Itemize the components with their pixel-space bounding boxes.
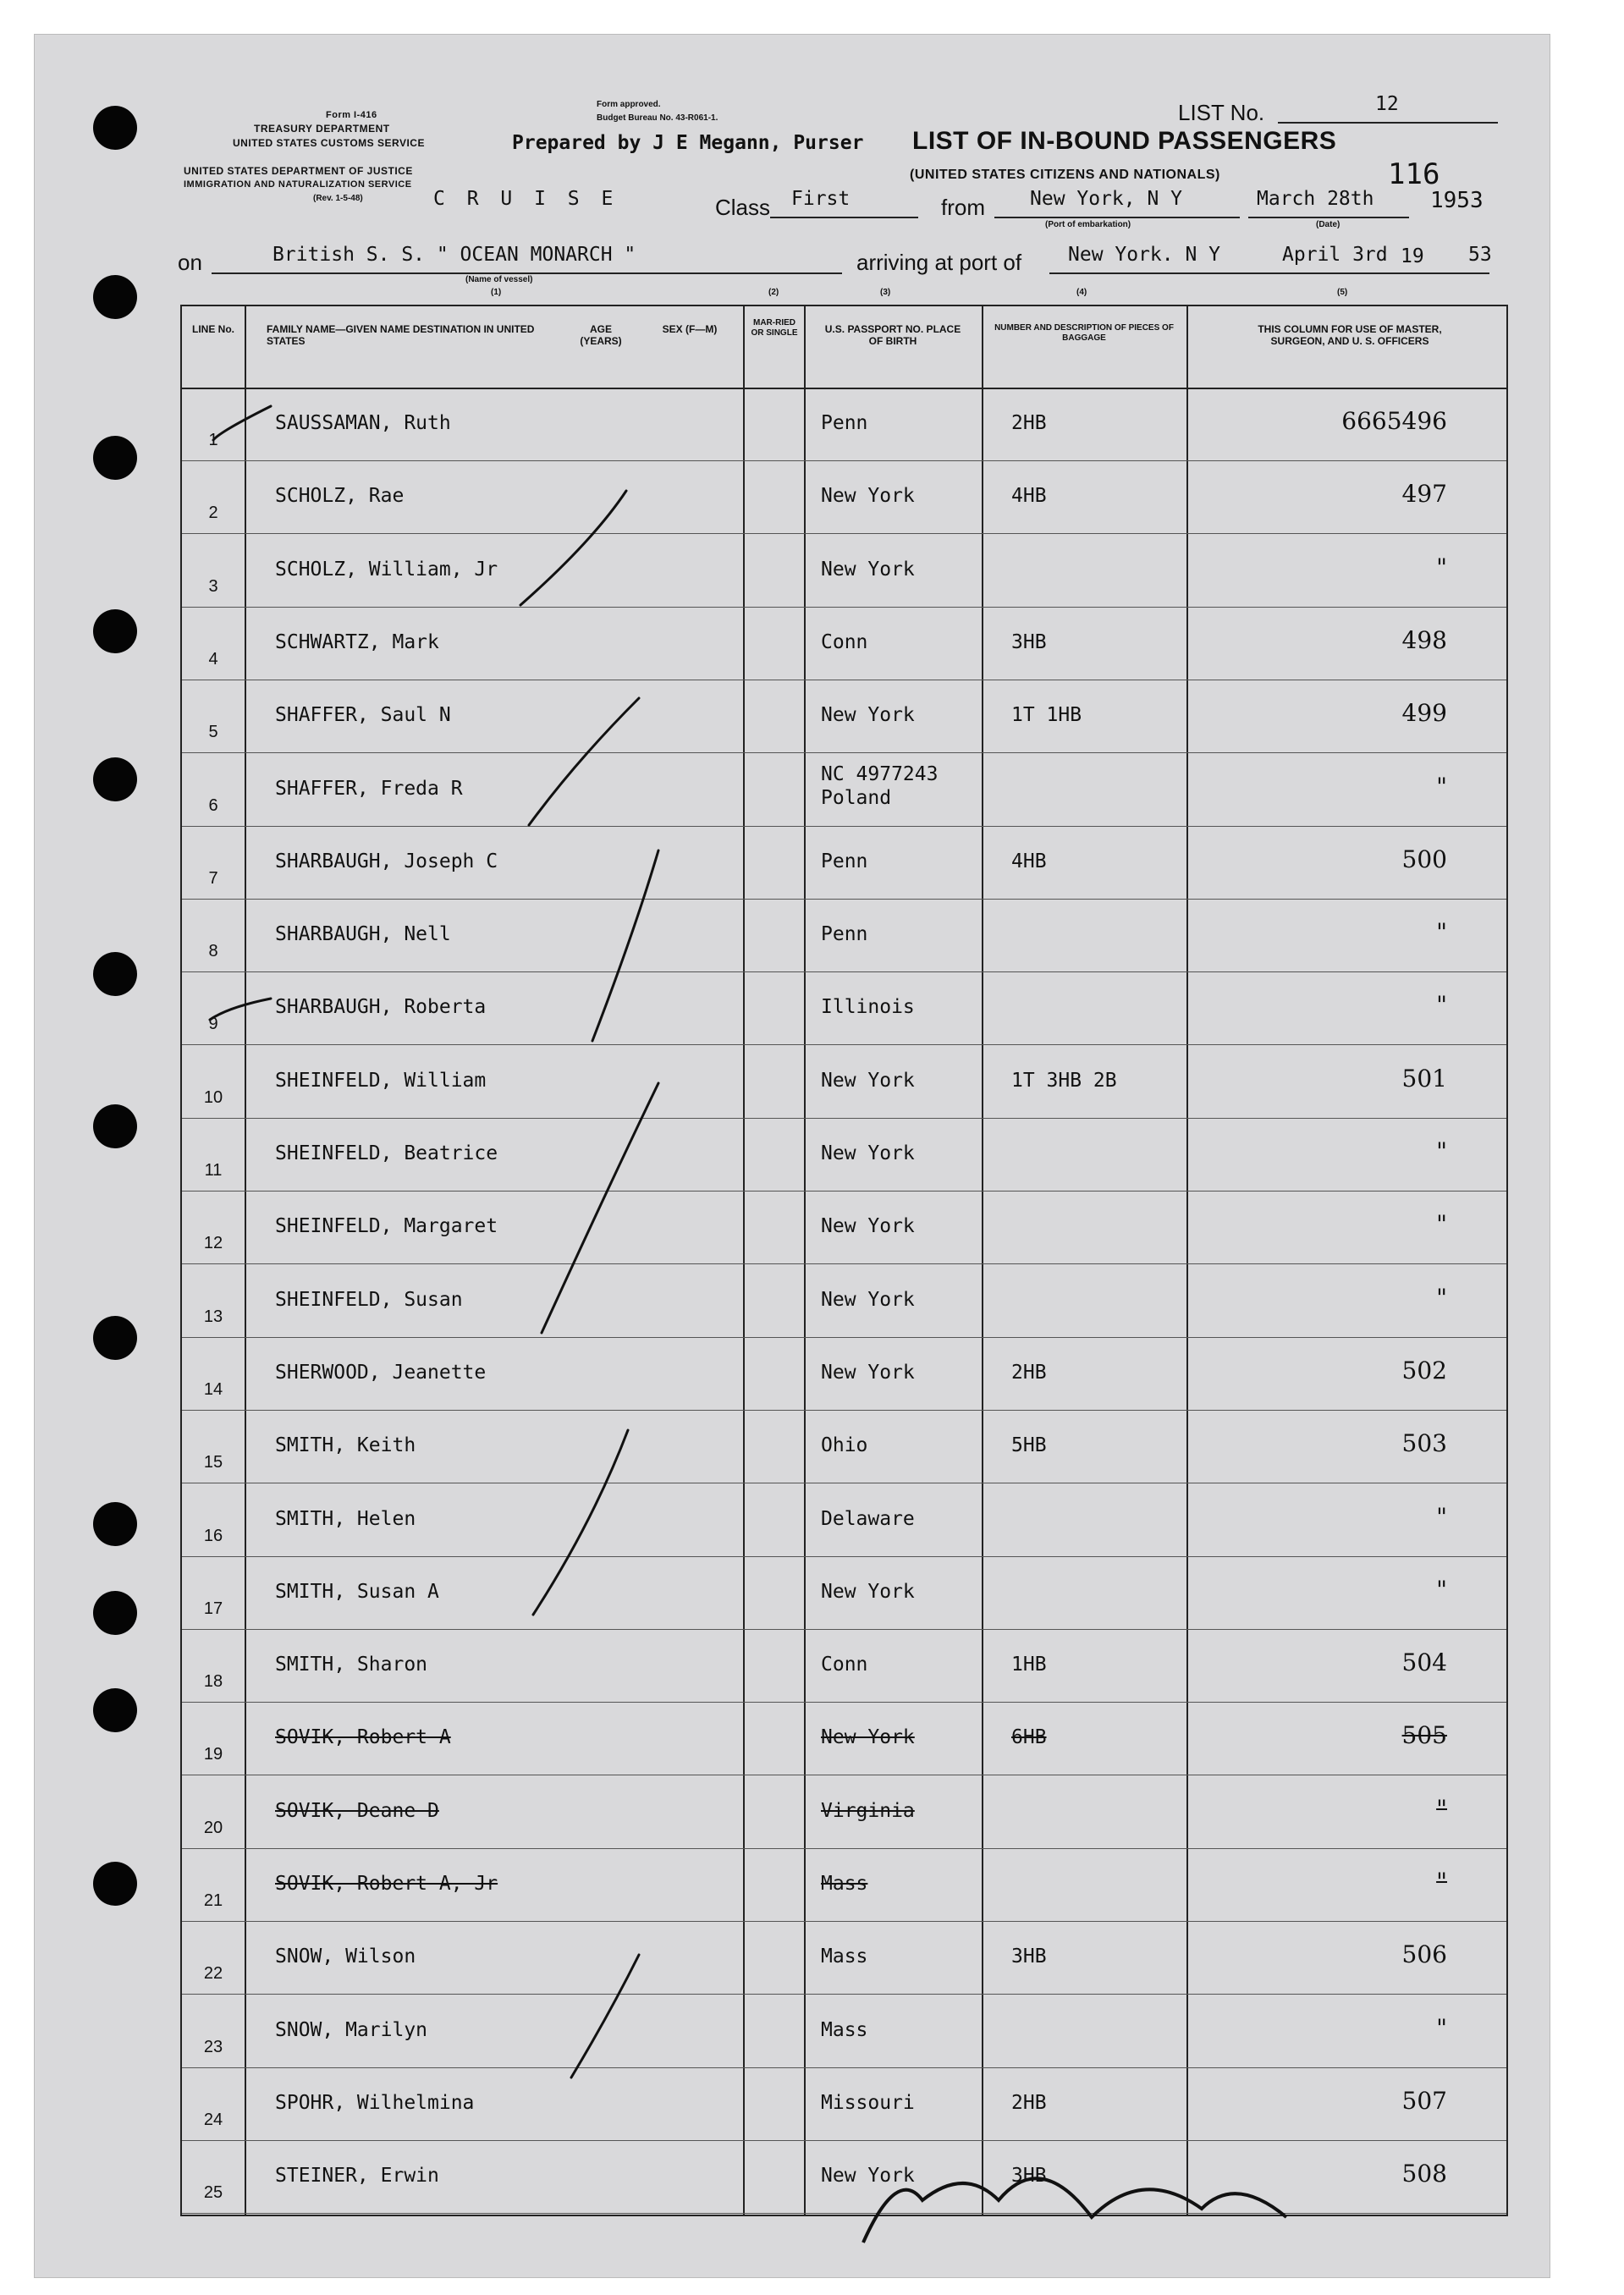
place-of-birth: NC 4977243 Poland xyxy=(821,762,939,809)
officer-entry: 6665496 xyxy=(1341,407,1447,435)
place-of-birth: Mass xyxy=(821,1873,868,1895)
place-of-birth: New York xyxy=(821,1069,915,1092)
place-of-birth: Ohio xyxy=(821,1434,868,1457)
line-number: 10 xyxy=(203,1087,223,1107)
officer-entry: " xyxy=(1436,1502,1447,1531)
col-num-2: (2) xyxy=(768,288,779,297)
line-number: 18 xyxy=(203,1672,223,1692)
passenger-name: SNOW, Wilson xyxy=(275,1946,416,1968)
manifest-title: LIST OF IN-BOUND PASSENGERS xyxy=(912,127,1337,155)
manifest-subtitle: (UNITED STATES CITIZENS AND NATIONALS) xyxy=(910,168,1220,182)
col-header-age: AGE (YEARS) xyxy=(580,323,622,347)
place-of-birth: New York xyxy=(821,1361,915,1384)
pen-mark xyxy=(529,698,639,825)
arriving-label: arriving at port of xyxy=(856,250,1022,275)
officer-entry: 505 xyxy=(1401,1721,1447,1750)
pen-mark xyxy=(571,1955,639,2078)
arrival-port: New York. N Y xyxy=(1068,244,1221,266)
line-number: 16 xyxy=(203,1526,223,1545)
passenger-name: SCHWARTZ, Mark xyxy=(275,630,439,653)
line-number: 14 xyxy=(203,1379,223,1399)
passenger-name: SNOW, Marilyn xyxy=(275,2018,428,2041)
line-number: 7 xyxy=(208,868,218,888)
place-of-birth: New York xyxy=(821,2165,915,2188)
justice-label: UNITED STATES DEPARTMENT OF JUSTICE xyxy=(184,165,413,177)
pen-mark xyxy=(520,491,626,605)
line-number: 1 xyxy=(208,431,218,449)
passenger-name: SMITH, Susan A xyxy=(275,1580,439,1603)
embarkation-port: New York, N Y xyxy=(1030,188,1183,210)
passenger-name: SMITH, Helen xyxy=(275,1507,416,1530)
arrival-year-prefix: 19 xyxy=(1401,245,1424,267)
officer-entry: 508 xyxy=(1401,2160,1447,2188)
officer-entry: 501 xyxy=(1401,1064,1447,1092)
col-num-5: (5) xyxy=(1337,288,1348,297)
line-number: 25 xyxy=(203,2183,223,2203)
place-of-birth: Conn xyxy=(821,630,868,653)
baggage: 3HB xyxy=(1011,630,1047,653)
officer-entry: 507 xyxy=(1401,2086,1447,2115)
date-caption: (Date) xyxy=(1316,220,1340,229)
form-number: Form I-416 xyxy=(326,110,377,120)
passenger-name: SHARBAUGH, Joseph C xyxy=(275,850,498,872)
line-number: 5 xyxy=(208,723,218,742)
line-number: 13 xyxy=(203,1307,223,1326)
treasury-label: TREASURY DEPARTMENT xyxy=(254,123,390,135)
pen-mark xyxy=(533,1430,628,1615)
passenger-name: SCHOLZ, William, Jr xyxy=(275,558,498,581)
passenger-name: SHEINFELD, Margaret xyxy=(275,1215,498,1238)
officer-entry: 497 xyxy=(1401,480,1447,509)
line-number: 24 xyxy=(203,2110,223,2129)
officer-entry: " xyxy=(1436,1210,1447,1239)
passenger-name: SMITH, Sharon xyxy=(275,1654,428,1676)
budget-bureau: Budget Bureau No. 43-R061-1. xyxy=(597,113,718,123)
line-number: 22 xyxy=(203,1964,223,1984)
line-number: 8 xyxy=(208,942,218,961)
line-number: 20 xyxy=(203,1818,223,1837)
place-of-birth: New York xyxy=(821,1726,915,1749)
passenger-name: SOVIK, Robert A xyxy=(275,1726,451,1749)
officer-entry: " xyxy=(1436,553,1447,581)
place-of-birth: New York xyxy=(821,558,915,581)
baggage: 2HB xyxy=(1011,1361,1047,1384)
passenger-name: STEINER, Erwin xyxy=(275,2165,439,2188)
baggage: 3HB xyxy=(1011,2165,1047,2188)
embarkation-year: 1953 xyxy=(1430,188,1484,213)
list-number: 12 xyxy=(1375,93,1399,115)
officer-entry: " xyxy=(1436,1283,1447,1312)
officer-entry: 506 xyxy=(1401,1940,1447,1969)
baggage: 4HB xyxy=(1011,485,1047,508)
place-of-birth: Conn xyxy=(821,1654,868,1676)
officer-entry: " xyxy=(1436,1575,1447,1604)
officer-entry: " xyxy=(1436,1794,1447,1823)
col-header-officers: THIS COLUMN FOR USE OF MASTER, SURGEON, AND U. S. OFFICERS xyxy=(1258,323,1442,347)
baggage: 1HB xyxy=(1011,1654,1047,1676)
on-label: on xyxy=(178,250,202,275)
prepared-by: Prepared by J E Megann, Purser xyxy=(512,132,864,154)
passenger-name: SMITH, Keith xyxy=(275,1434,416,1457)
passenger-name: SOVIK, Robert A, Jr xyxy=(275,1873,498,1895)
arrival-year-suffix: 53 xyxy=(1468,244,1492,266)
col-header-passport: U.S. PASSPORT NO. PLACE OF BIRTH xyxy=(824,323,961,347)
col-num-4: (4) xyxy=(1076,288,1087,297)
place-of-birth: New York xyxy=(821,1142,915,1164)
baggage: 6HB xyxy=(1011,1726,1047,1749)
class-label: Class xyxy=(715,195,771,220)
baggage: 3HB xyxy=(1011,1946,1047,1968)
line-number: 17 xyxy=(203,1599,223,1618)
passenger-name: SHAFFER, Saul N xyxy=(275,704,451,727)
line-number: 4 xyxy=(208,649,218,669)
officer-entry: 498 xyxy=(1401,625,1447,654)
line-number: 3 xyxy=(208,576,218,596)
line-number: 21 xyxy=(203,1891,223,1910)
passenger-name: SHARBAUGH, Roberta xyxy=(275,996,487,1019)
line-number: 11 xyxy=(204,1161,223,1180)
place-of-birth: Mass xyxy=(821,1946,868,1968)
passenger-name: SHERWOOD, Jeanette xyxy=(275,1361,487,1384)
officer-entry: 503 xyxy=(1401,1429,1447,1458)
place-of-birth: New York xyxy=(821,1580,915,1603)
line-number: 2 xyxy=(208,504,218,523)
col-header-baggage: NUMBER AND DESCRIPTION OF PIECES OF BAGGAGE xyxy=(994,323,1174,343)
place-of-birth: New York xyxy=(821,1288,915,1311)
pen-mark xyxy=(592,850,658,1041)
line-number: 19 xyxy=(203,1745,223,1764)
officer-entry: " xyxy=(1436,1137,1447,1165)
officer-entry: " xyxy=(1436,1868,1447,1896)
pen-mark xyxy=(542,1083,658,1333)
col-header-married: MAR-RIED OR SINGLE xyxy=(751,318,798,338)
customs-label: UNITED STATES CUSTOMS SERVICE xyxy=(233,137,425,149)
place-of-birth: Penn xyxy=(821,412,868,434)
col-header-sex: SEX (F—M) xyxy=(662,323,718,335)
officer-entry: 499 xyxy=(1401,699,1447,728)
place-of-birth: Virginia xyxy=(821,1799,915,1822)
embarkation-caption: (Port of embarkation) xyxy=(1045,220,1131,229)
place-of-birth: New York xyxy=(821,1215,915,1238)
signature-scrawl xyxy=(863,2178,1286,2243)
officer-entry: " xyxy=(1436,2013,1447,2042)
line-number: 6 xyxy=(208,795,218,815)
passenger-name: SHARBAUGH, Nell xyxy=(275,923,451,946)
form-approved: Form approved. xyxy=(597,100,661,109)
place-of-birth: Mass xyxy=(821,2018,868,2041)
vessel-name: British S. S. " OCEAN MONARCH " xyxy=(273,244,636,266)
from-label: from xyxy=(941,195,985,220)
baggage: 1T 3HB 2B xyxy=(1011,1069,1117,1092)
col-header-name: FAMILY NAME—GIVEN NAME DESTINATION IN UNITED STATES xyxy=(267,323,535,347)
arrival-date: April 3rd xyxy=(1282,244,1388,266)
list-no-label: LIST No. xyxy=(1178,100,1265,125)
line-number: 9 xyxy=(208,1015,218,1034)
class-value: First xyxy=(791,188,851,210)
officer-entry: 502 xyxy=(1401,1356,1447,1384)
passenger-name: SAUSSAMAN, Ruth xyxy=(275,412,451,434)
passenger-name: SPOHR, Wilhelmina xyxy=(275,2091,475,2114)
vessel-caption: (Name of vessel) xyxy=(465,275,533,284)
pen-mark xyxy=(213,406,271,440)
passenger-name: SHEINFELD, Susan xyxy=(275,1288,463,1311)
embarkation-date: March 28th xyxy=(1257,188,1374,210)
immigration-label: IMMIGRATION AND NATURALIZATION SERVICE xyxy=(184,179,412,190)
baggage: 2HB xyxy=(1011,2091,1047,2114)
place-of-birth: Penn xyxy=(821,923,868,946)
passenger-name: SOVIK, Deane D xyxy=(275,1799,439,1822)
baggage: 4HB xyxy=(1011,850,1047,872)
officer-entry: " xyxy=(1436,991,1447,1020)
place-of-birth: New York xyxy=(821,704,915,727)
officer-entry: 504 xyxy=(1401,1648,1447,1677)
cruise-label: C R U I S E xyxy=(433,188,619,210)
baggage: 2HB xyxy=(1011,412,1047,434)
place-of-birth: Delaware xyxy=(821,1507,915,1530)
col-header-line: LINE No. xyxy=(192,323,234,335)
col-num-3: (3) xyxy=(880,288,891,297)
col-num-1: (1) xyxy=(491,288,502,297)
baggage: 5HB xyxy=(1011,1434,1047,1457)
place-of-birth: Missouri xyxy=(821,2091,915,2114)
place-of-birth: Illinois xyxy=(821,996,915,1019)
officer-entry: " xyxy=(1436,772,1447,801)
passenger-name: SHAFFER, Freda R xyxy=(275,777,463,800)
page-number: 116 xyxy=(1388,157,1440,191)
passenger-name: SHEINFELD, William xyxy=(275,1069,487,1092)
line-number: 15 xyxy=(203,1453,223,1472)
passenger-name: SCHOLZ, Rae xyxy=(275,485,405,508)
pen-mark xyxy=(210,999,271,1020)
line-number: 23 xyxy=(203,2037,223,2056)
officer-entry: " xyxy=(1436,918,1447,947)
officer-entry: 500 xyxy=(1401,845,1447,873)
line-number: 12 xyxy=(203,1234,223,1253)
baggage: 1T 1HB xyxy=(1011,704,1082,727)
revision-label: (Rev. 1-5-48) xyxy=(313,194,363,203)
passenger-name: SHEINFELD, Beatrice xyxy=(275,1142,498,1164)
place-of-birth: New York xyxy=(821,485,915,508)
place-of-birth: Penn xyxy=(821,850,868,872)
